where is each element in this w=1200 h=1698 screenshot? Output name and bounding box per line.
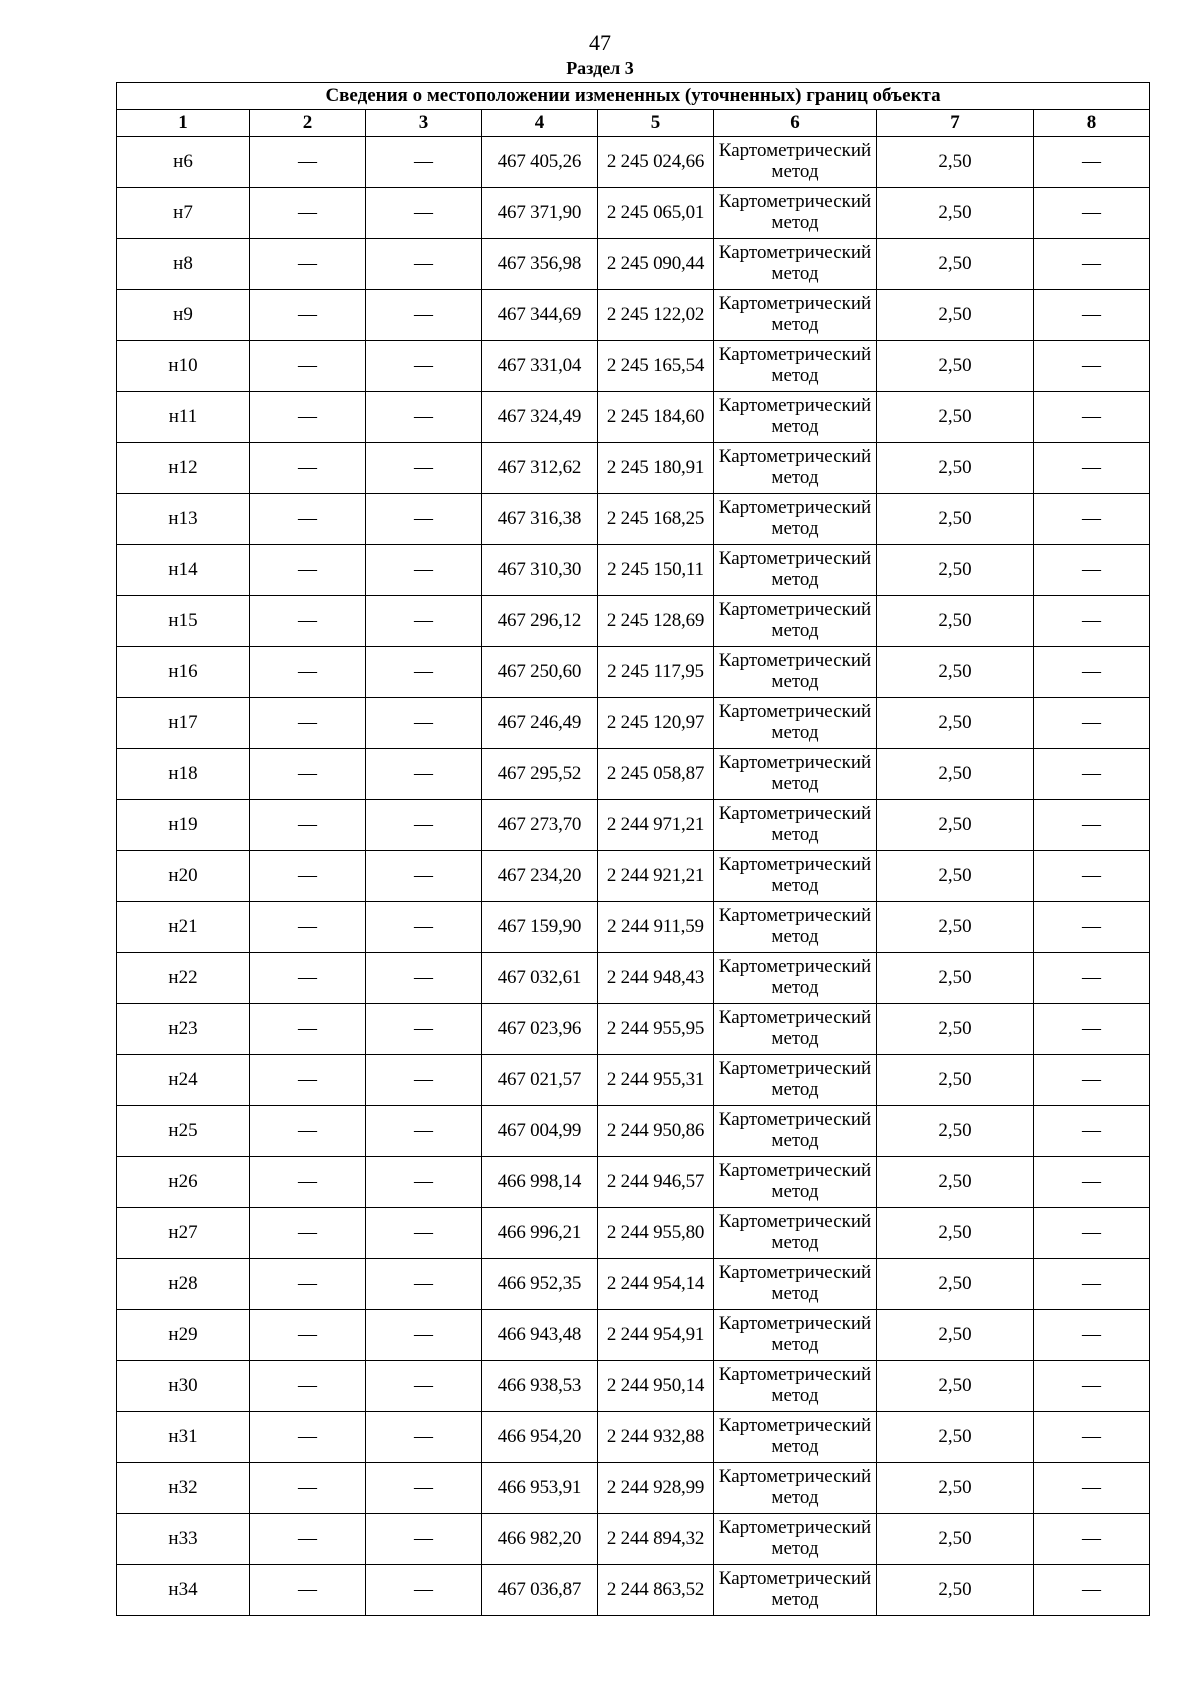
column-3-cell: — — [366, 647, 482, 698]
y-coordinate-cell: 2 245 150,11 — [598, 545, 714, 596]
method-cell: Картометрический метод — [714, 749, 877, 800]
point-name-cell: н30 — [117, 1361, 250, 1412]
y-coordinate-cell: 2 245 128,69 — [598, 596, 714, 647]
point-name-cell: н17 — [117, 698, 250, 749]
accuracy-cell: 2,50 — [877, 698, 1034, 749]
column-3-cell: — — [366, 188, 482, 239]
x-coordinate-cell: 467 310,30 — [482, 545, 598, 596]
accuracy-cell: 2,50 — [877, 800, 1034, 851]
column-3-cell: — — [366, 1310, 482, 1361]
y-coordinate-cell: 2 245 065,01 — [598, 188, 714, 239]
column-3-cell: — — [366, 851, 482, 902]
accuracy-cell: 2,50 — [877, 392, 1034, 443]
method-cell: Картометрический метод — [714, 1259, 877, 1310]
column-8-cell: — — [1034, 494, 1150, 545]
accuracy-cell: 2,50 — [877, 1565, 1034, 1616]
column-number-2: 2 — [250, 110, 366, 137]
column-3-cell: — — [366, 902, 482, 953]
table-row — [117, 290, 1150, 341]
table-row — [117, 1208, 1150, 1259]
column-8-cell: — — [1034, 953, 1150, 1004]
accuracy-cell: 2,50 — [877, 749, 1034, 800]
column-2-cell: — — [250, 494, 366, 545]
y-coordinate-cell: 2 245 168,25 — [598, 494, 714, 545]
x-coordinate-cell: 467 356,98 — [482, 239, 598, 290]
table-row — [117, 1361, 1150, 1412]
y-coordinate-cell: 2 244 948,43 — [598, 953, 714, 1004]
method-cell: Картометрический метод — [714, 800, 877, 851]
column-3-cell: — — [366, 1565, 482, 1616]
x-coordinate-cell: 467 023,96 — [482, 1004, 598, 1055]
accuracy-cell: 2,50 — [877, 1514, 1034, 1565]
accuracy-cell: 2,50 — [877, 1208, 1034, 1259]
y-coordinate-cell: 2 245 184,60 — [598, 392, 714, 443]
x-coordinate-cell: 466 998,14 — [482, 1157, 598, 1208]
table-row — [117, 392, 1150, 443]
method-cell: Картометрический метод — [714, 1310, 877, 1361]
column-8-cell: — — [1034, 1208, 1150, 1259]
method-cell: Картометрический метод — [714, 1565, 877, 1616]
point-name-cell: н20 — [117, 851, 250, 902]
x-coordinate-cell: 467 234,20 — [482, 851, 598, 902]
table-caption: Сведения о местоположении измененных (уточненных) границ объекта — [117, 83, 1150, 110]
x-coordinate-cell: 467 273,70 — [482, 800, 598, 851]
table-body — [117, 137, 1150, 1616]
method-cell: Картометрический метод — [714, 1361, 877, 1412]
column-8-cell: — — [1034, 1412, 1150, 1463]
accuracy-cell: 2,50 — [877, 1055, 1034, 1106]
y-coordinate-cell: 2 244 950,14 — [598, 1361, 714, 1412]
point-name-cell: н19 — [117, 800, 250, 851]
column-3-cell: — — [366, 1259, 482, 1310]
table-row — [117, 647, 1150, 698]
column-8-cell: — — [1034, 239, 1150, 290]
column-2-cell: — — [250, 1361, 366, 1412]
y-coordinate-cell: 2 245 024,66 — [598, 137, 714, 188]
column-3-cell: — — [366, 698, 482, 749]
column-2-cell: — — [250, 749, 366, 800]
table-row — [117, 1463, 1150, 1514]
x-coordinate-cell: 467 344,69 — [482, 290, 598, 341]
method-cell: Картометрический метод — [714, 953, 877, 1004]
column-8-cell: — — [1034, 1004, 1150, 1055]
method-cell: Картометрический метод — [714, 1055, 877, 1106]
column-8-cell: — — [1034, 1361, 1150, 1412]
column-number-4: 4 — [482, 110, 598, 137]
accuracy-cell: 2,50 — [877, 902, 1034, 953]
method-cell: Картометрический метод — [714, 545, 877, 596]
accuracy-cell: 2,50 — [877, 494, 1034, 545]
method-cell: Картометрический метод — [714, 1412, 877, 1463]
point-name-cell: н7 — [117, 188, 250, 239]
column-8-cell: — — [1034, 443, 1150, 494]
column-3-cell: — — [366, 953, 482, 1004]
column-3-cell: — — [366, 1106, 482, 1157]
method-cell: Картометрический метод — [714, 851, 877, 902]
x-coordinate-cell: 466 996,21 — [482, 1208, 598, 1259]
table-row — [117, 953, 1150, 1004]
x-coordinate-cell: 467 405,26 — [482, 137, 598, 188]
accuracy-cell: 2,50 — [877, 1412, 1034, 1463]
method-cell: Картометрический метод — [714, 290, 877, 341]
column-8-cell: — — [1034, 1157, 1150, 1208]
table-row — [117, 1565, 1150, 1616]
column-3-cell: — — [366, 1157, 482, 1208]
column-2-cell: — — [250, 1055, 366, 1106]
column-number-7: 7 — [877, 110, 1034, 137]
column-2-cell: — — [250, 290, 366, 341]
x-coordinate-cell: 467 021,57 — [482, 1055, 598, 1106]
point-name-cell: н29 — [117, 1310, 250, 1361]
accuracy-cell: 2,50 — [877, 443, 1034, 494]
point-name-cell: н8 — [117, 239, 250, 290]
accuracy-cell: 2,50 — [877, 1259, 1034, 1310]
method-cell: Картометрический метод — [714, 137, 877, 188]
column-3-cell: — — [366, 749, 482, 800]
column-8-cell: — — [1034, 290, 1150, 341]
y-coordinate-cell: 2 244 932,88 — [598, 1412, 714, 1463]
table-row — [117, 698, 1150, 749]
column-2-cell: — — [250, 443, 366, 494]
column-2-cell: — — [250, 1310, 366, 1361]
column-2-cell: — — [250, 1208, 366, 1259]
column-number-8: 8 — [1034, 110, 1150, 137]
point-name-cell: н6 — [117, 137, 250, 188]
method-cell: Картометрический метод — [714, 596, 877, 647]
column-8-cell: — — [1034, 1565, 1150, 1616]
accuracy-cell: 2,50 — [877, 1106, 1034, 1157]
column-2-cell: — — [250, 1157, 366, 1208]
method-cell: Картометрический метод — [714, 188, 877, 239]
column-3-cell: — — [366, 800, 482, 851]
point-name-cell: н34 — [117, 1565, 250, 1616]
y-coordinate-cell: 2 245 117,95 — [598, 647, 714, 698]
accuracy-cell: 2,50 — [877, 341, 1034, 392]
accuracy-cell: 2,50 — [877, 1361, 1034, 1412]
point-name-cell: н32 — [117, 1463, 250, 1514]
column-8-cell: — — [1034, 749, 1150, 800]
y-coordinate-cell: 2 244 971,21 — [598, 800, 714, 851]
x-coordinate-cell: 467 032,61 — [482, 953, 598, 1004]
x-coordinate-cell: 466 953,91 — [482, 1463, 598, 1514]
column-2-cell: — — [250, 545, 366, 596]
column-8-cell: — — [1034, 800, 1150, 851]
column-3-cell: — — [366, 494, 482, 545]
accuracy-cell: 2,50 — [877, 290, 1034, 341]
x-coordinate-cell: 467 296,12 — [482, 596, 598, 647]
table-row — [117, 545, 1150, 596]
accuracy-cell: 2,50 — [877, 1157, 1034, 1208]
column-2-cell: — — [250, 341, 366, 392]
table-row — [117, 341, 1150, 392]
column-8-cell: — — [1034, 596, 1150, 647]
accuracy-cell: 2,50 — [877, 851, 1034, 902]
x-coordinate-cell: 467 371,90 — [482, 188, 598, 239]
y-coordinate-cell: 2 245 165,54 — [598, 341, 714, 392]
column-8-cell: — — [1034, 392, 1150, 443]
table-row — [117, 749, 1150, 800]
column-3-cell: — — [366, 392, 482, 443]
table-row — [117, 443, 1150, 494]
x-coordinate-cell: 467 036,87 — [482, 1565, 598, 1616]
column-2-cell: — — [250, 1004, 366, 1055]
x-coordinate-cell: 467 295,52 — [482, 749, 598, 800]
column-8-cell: — — [1034, 1055, 1150, 1106]
x-coordinate-cell: 467 331,04 — [482, 341, 598, 392]
column-3-cell: — — [366, 545, 482, 596]
y-coordinate-cell: 2 245 122,02 — [598, 290, 714, 341]
table-row — [117, 800, 1150, 851]
point-name-cell: н22 — [117, 953, 250, 1004]
column-8-cell: — — [1034, 698, 1150, 749]
accuracy-cell: 2,50 — [877, 188, 1034, 239]
y-coordinate-cell: 2 245 090,44 — [598, 239, 714, 290]
column-3-cell: — — [366, 443, 482, 494]
x-coordinate-cell: 466 943,48 — [482, 1310, 598, 1361]
column-8-cell: — — [1034, 137, 1150, 188]
column-3-cell: — — [366, 1004, 482, 1055]
table-row — [117, 1106, 1150, 1157]
column-number-5: 5 — [598, 110, 714, 137]
y-coordinate-cell: 2 244 955,31 — [598, 1055, 714, 1106]
table-row — [117, 494, 1150, 545]
table-row — [117, 596, 1150, 647]
method-cell: Картометрический метод — [714, 647, 877, 698]
column-2-cell: — — [250, 1106, 366, 1157]
column-2-cell: — — [250, 851, 366, 902]
column-8-cell: — — [1034, 545, 1150, 596]
column-2-cell: — — [250, 596, 366, 647]
column-3-cell: — — [366, 341, 482, 392]
table-row — [117, 851, 1150, 902]
accuracy-cell: 2,50 — [877, 596, 1034, 647]
y-coordinate-cell: 2 245 058,87 — [598, 749, 714, 800]
column-2-cell: — — [250, 1514, 366, 1565]
x-coordinate-cell: 466 952,35 — [482, 1259, 598, 1310]
column-2-cell: — — [250, 1412, 366, 1463]
point-name-cell: н26 — [117, 1157, 250, 1208]
point-name-cell: н16 — [117, 647, 250, 698]
point-name-cell: н15 — [117, 596, 250, 647]
method-cell: Картометрический метод — [714, 1463, 877, 1514]
column-3-cell: — — [366, 596, 482, 647]
table-row — [117, 1055, 1150, 1106]
y-coordinate-cell: 2 244 863,52 — [598, 1565, 714, 1616]
column-3-cell: — — [366, 137, 482, 188]
point-name-cell: н33 — [117, 1514, 250, 1565]
table-row — [117, 188, 1150, 239]
column-8-cell: — — [1034, 1463, 1150, 1514]
point-name-cell: н28 — [117, 1259, 250, 1310]
method-cell: Картометрический метод — [714, 698, 877, 749]
table-row — [117, 1259, 1150, 1310]
accuracy-cell: 2,50 — [877, 545, 1034, 596]
boundary-coordinates-table — [116, 82, 1150, 1616]
column-3-cell: — — [366, 239, 482, 290]
column-2-cell: — — [250, 902, 366, 953]
accuracy-cell: 2,50 — [877, 647, 1034, 698]
column-2-cell: — — [250, 137, 366, 188]
column-2-cell: — — [250, 188, 366, 239]
column-number-3: 3 — [366, 110, 482, 137]
point-name-cell: н27 — [117, 1208, 250, 1259]
point-name-cell: н12 — [117, 443, 250, 494]
section-title: Раздел 3 — [566, 58, 634, 78]
y-coordinate-cell: 2 244 894,32 — [598, 1514, 714, 1565]
column-2-cell: — — [250, 1463, 366, 1514]
column-2-cell: — — [250, 392, 366, 443]
y-coordinate-cell: 2 245 180,91 — [598, 443, 714, 494]
point-name-cell: н31 — [117, 1412, 250, 1463]
column-2-cell: — — [250, 800, 366, 851]
column-8-cell: — — [1034, 188, 1150, 239]
x-coordinate-cell: 467 159,90 — [482, 902, 598, 953]
point-name-cell: н13 — [117, 494, 250, 545]
y-coordinate-cell: 2 244 950,86 — [598, 1106, 714, 1157]
column-8-cell: — — [1034, 1514, 1150, 1565]
table-row — [117, 1514, 1150, 1565]
column-8-cell: — — [1034, 902, 1150, 953]
table-row — [117, 1412, 1150, 1463]
column-3-cell: — — [366, 1361, 482, 1412]
point-name-cell: н9 — [117, 290, 250, 341]
x-coordinate-cell: 467 312,62 — [482, 443, 598, 494]
x-coordinate-cell: 467 246,49 — [482, 698, 598, 749]
y-coordinate-cell: 2 244 911,59 — [598, 902, 714, 953]
accuracy-cell: 2,50 — [877, 1004, 1034, 1055]
column-3-cell: — — [366, 1463, 482, 1514]
y-coordinate-cell: 2 244 946,57 — [598, 1157, 714, 1208]
column-2-cell: — — [250, 698, 366, 749]
column-2-cell: — — [250, 953, 366, 1004]
method-cell: Картометрический метод — [714, 1004, 877, 1055]
accuracy-cell: 2,50 — [877, 1310, 1034, 1361]
table-row — [117, 137, 1150, 188]
column-8-cell: — — [1034, 1310, 1150, 1361]
x-coordinate-cell: 466 938,53 — [482, 1361, 598, 1412]
table-row — [117, 1004, 1150, 1055]
column-2-cell: — — [250, 239, 366, 290]
table-row — [117, 239, 1150, 290]
point-name-cell: н25 — [117, 1106, 250, 1157]
y-coordinate-cell: 2 244 955,95 — [598, 1004, 714, 1055]
column-number-6: 6 — [714, 110, 877, 137]
accuracy-cell: 2,50 — [877, 953, 1034, 1004]
y-coordinate-cell: 2 244 954,14 — [598, 1259, 714, 1310]
column-8-cell: — — [1034, 647, 1150, 698]
accuracy-cell: 2,50 — [877, 137, 1034, 188]
column-3-cell: — — [366, 1055, 482, 1106]
column-number-1: 1 — [117, 110, 250, 137]
x-coordinate-cell: 467 316,38 — [482, 494, 598, 545]
method-cell: Картометрический метод — [714, 494, 877, 545]
point-name-cell: н10 — [117, 341, 250, 392]
table-row — [117, 1157, 1150, 1208]
method-cell: Картометрический метод — [714, 341, 877, 392]
accuracy-cell: 2,50 — [877, 239, 1034, 290]
table-row — [117, 1310, 1150, 1361]
column-8-cell: — — [1034, 1259, 1150, 1310]
point-name-cell: н14 — [117, 545, 250, 596]
table-row — [117, 902, 1150, 953]
method-cell: Картометрический метод — [714, 1208, 877, 1259]
column-8-cell: — — [1034, 1106, 1150, 1157]
x-coordinate-cell: 466 954,20 — [482, 1412, 598, 1463]
method-cell: Картометрический метод — [714, 239, 877, 290]
point-name-cell: н23 — [117, 1004, 250, 1055]
accuracy-cell: 2,50 — [877, 1463, 1034, 1514]
page-number: 47 — [589, 30, 611, 55]
x-coordinate-cell: 466 982,20 — [482, 1514, 598, 1565]
point-name-cell: н18 — [117, 749, 250, 800]
column-3-cell: — — [366, 290, 482, 341]
column-2-cell: — — [250, 647, 366, 698]
x-coordinate-cell: 467 324,49 — [482, 392, 598, 443]
y-coordinate-cell: 2 244 921,21 — [598, 851, 714, 902]
point-name-cell: н21 — [117, 902, 250, 953]
y-coordinate-cell: 2 244 955,80 — [598, 1208, 714, 1259]
method-cell: Картометрический метод — [714, 1514, 877, 1565]
column-3-cell: — — [366, 1514, 482, 1565]
method-cell: Картометрический метод — [714, 443, 877, 494]
x-coordinate-cell: 467 004,99 — [482, 1106, 598, 1157]
column-3-cell: — — [366, 1208, 482, 1259]
column-2-cell: — — [250, 1259, 366, 1310]
column-number-row — [117, 110, 1150, 137]
point-name-cell: н24 — [117, 1055, 250, 1106]
point-name-cell: н11 — [117, 392, 250, 443]
column-3-cell: — — [366, 1412, 482, 1463]
method-cell: Картометрический метод — [714, 392, 877, 443]
column-2-cell: — — [250, 1565, 366, 1616]
method-cell: Картометрический метод — [714, 1106, 877, 1157]
y-coordinate-cell: 2 244 954,91 — [598, 1310, 714, 1361]
method-cell: Картометрический метод — [714, 902, 877, 953]
column-8-cell: — — [1034, 341, 1150, 392]
method-cell: Картометрический метод — [714, 1157, 877, 1208]
x-coordinate-cell: 467 250,60 — [482, 647, 598, 698]
y-coordinate-cell: 2 245 120,97 — [598, 698, 714, 749]
y-coordinate-cell: 2 244 928,99 — [598, 1463, 714, 1514]
column-8-cell: — — [1034, 851, 1150, 902]
